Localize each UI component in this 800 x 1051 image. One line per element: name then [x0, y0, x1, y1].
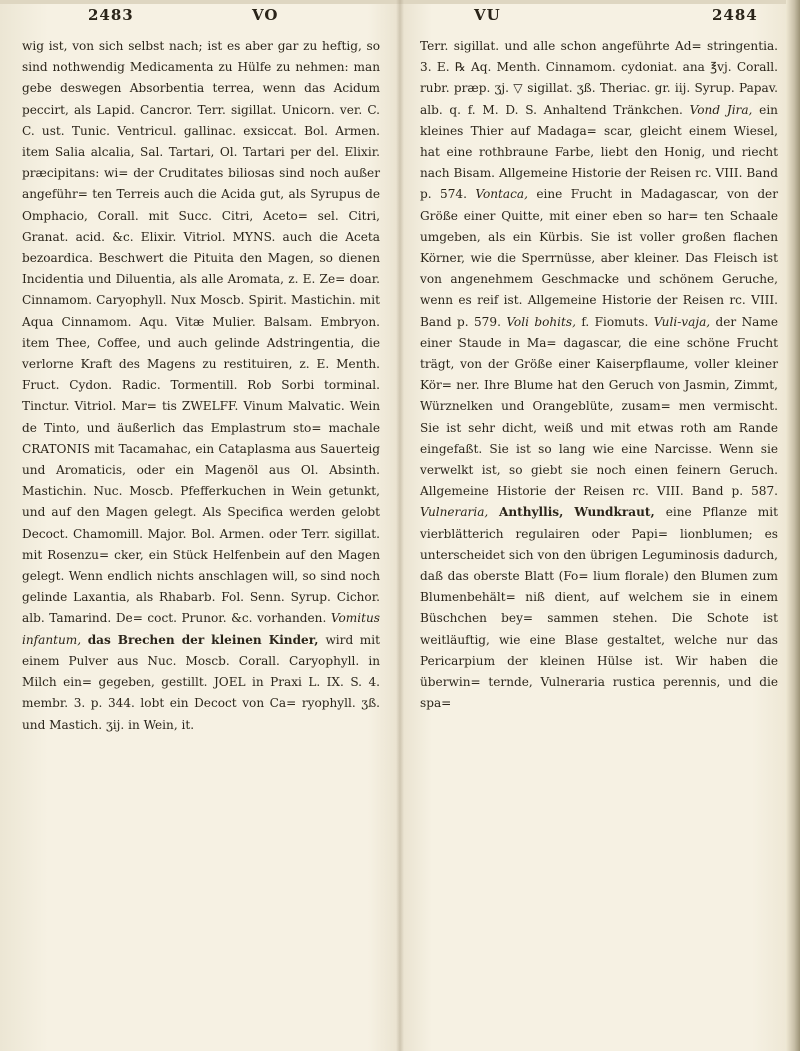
- left-section-letters: VO: [252, 6, 279, 24]
- right-page-number: 2484: [712, 6, 758, 24]
- page-right-edge: [786, 0, 800, 1051]
- entry-text-vuli-vaja: der Name einer Staude in Ma= dagascar, die eine schöne Frucht trägt, von der Größe einer Kaiserpflaume, voller kleiner Kör= ner. Ihre Blume hat den Geruch von Jasmin, Zimmt, Würznelken und Orangeblüte, zusam= men vermischt. Sie ist sehr dicht, weiß und mit etwas roth am Rande eingefaßt. Sie ist so lang wie eine Narcisse. Wenn sie verwelkt ist, so giebt sie noch einen feinern Geruch. Allgemeine Historie der Reisen rc. VIII. Band p. 587.: [420, 314, 778, 499]
- entry-heading-wundkraut: Anthyllis, Wundkraut,: [498, 505, 666, 520]
- recipe-text: ℞ Aq. Menth. Cinnamom. cydoniat. ana ℥vj. Corall. rubr. præp. ʒj. ▽ sigillat. ʒß. Theriac. gr. iij. Syrup. Papav. alb. q. f. M. D. S. Anhaltend Tränkchen.: [420, 60, 778, 117]
- right-section-letters: VU: [474, 6, 501, 24]
- right-column: [420, 36, 778, 715]
- entry-text-vulneraria: eine Pflanze mit vierblätterich regulairen oder Papi= lionblumen; es unterscheidet sich von den übrigen Leguminosis dadurch, daß das oberste Blatt (Fo= lium florale) den Blumen zum Blumenbehält= niß dient, auf welchem sie in einem Büschchen bey= sammen stehen. Die Schote ist weitläuftig, wie eine Blase gestaltet, welche nur das Pericarpium der kleinen Hülse ist. Wir haben die überwin= ternde, Vulneraria rustica perennis, und die spa=: [420, 505, 778, 711]
- book-gutter: [396, 0, 404, 1051]
- entry-term-vond-jira: Vond Jira,: [689, 102, 760, 117]
- left-column: [22, 36, 380, 736]
- entry-text-vomitus-infantum: wird mit einem Pulver aus Nuc. Moscb. Corall. Caryophyll. in Milch ein= gegeben, gestillt. JOEL in Praxi L. IX. S. 4. membr. 3. p. 344. lobt ein Decoct von Ca= ryophyll. ʒß. und Mastich. ʒij. in Wein, it.: [22, 632, 380, 732]
- entry-term-vontaca: Vontaca,: [475, 187, 537, 202]
- entry-text-vontaca: eine Frucht in Madagascar, von der Größe einer Quitte, mit einer eben so har= ten Schaale umgeben, als ein Kürbis. Sie ist voller großen flachen Körner, wie die Sperrnüsse, aber kleiner. Das Fleisch ist von angenehmem Geschmacke und schönem Geruche, wenn es reif ist. Allgemeine Historie der Reisen rc. VIII. Band p. 579.: [420, 187, 778, 329]
- entry-text-vond-jira: ein kleines Thier auf Madaga= scar, gleicht einem Wiesel, hat eine rothbraune Farbe, liebt den Honig, und riecht nach Bisam. Allgemeine Historie der Reisen rc. VIII. Band p. 574.: [420, 102, 778, 202]
- vomitus-continuation-text: wig ist, von sich selbst nach; ist es aber gar zu heftig, so sind nothwendig Medicamenta zu Hülfe zu nehmen: man gebe deswegen Absorbentia terrea, wenn das Acidum peccirt, als Lapid. Cancror. Terr. sigillat. Unicorn. ver. C. C. ust. Tunic. Ventricul. gallinac. exsiccat. Bol. Armen. item Salia alcalia, Sal. Tartari, Ol. Tartari per del. Elixir. præcipitans: wi= der Cruditates biliosas sind noch außer angeführ= ten Terreis auch die Acida gut, als Syrupus de Omphacio, Corall. mit Succ. Citri, Aceto= sel. Citri, Granat. acid. &c. Elixir. Vitriol. MYNS. auch die Aceta bezoardica. Beschwert die Pituita den Magen, so dienen Incidentia und Diluentia, als alle Aromata, z. E. Ze= doar. Cinnamom. Caryophyll. Nux Moscb. Spirit. Mastichin. mit Aqua Cinnamom. Aqu. Vitæ Mulier. Balsam. Embryon. item Thee, Coffee, und auch gelinde Adstringentia, die verlorne Kraft des Magens zu restituiren, z. E. Menth. Fruct. Cydon. Radic. Tormentill. Rob Sorbi torminal. Tinctur. Vitriol. Mar= tis ZWELFF. Vinum Malvatic. Wein de Tinto, und äußerlich das Emplastrum sto= machale CRATONIS mit Tacamahac, ein Cataplasma aus Sauerteig und Aromaticis, oder ein Magenöl aus Ol. Absinth. Mastichin. Nuc. Moscb. Pfefferkuchen in Wein getunkt, und auf den Magen gelegt. Als Specifica werden gelobt Decoct. Chamomill. Major. Bol. Armen. oder Terr. sigillat. mit Rosenzu= cker, ein Stück Helfenbein auf den Magen gelegt. Wenn endlich nichts anschlagen will, so sind noch gelinde Laxantia, als Rhabarb. Fol. Senn. Syrup. Cichor. alb. Tamarind. De= coct. Prunor. &c. vorhanden.: [22, 39, 380, 626]
- entry-term-vomitus-infantum: Vomitus infantum,: [22, 611, 380, 647]
- entry-term-vulneraria: Vulneraria,: [420, 505, 499, 520]
- left-column-text: [22, 36, 380, 736]
- entry-term-voli-bohits: Voli bohits,: [506, 314, 582, 329]
- running-header: [0, 6, 800, 32]
- entry-heading-brechen-kinder: das Brechen der kleinen Kinder,: [87, 632, 326, 647]
- entry-text-voli-bohits: f. Fiomuts.: [581, 314, 654, 329]
- left-page-number: 2483: [88, 6, 134, 24]
- right-column-text: [420, 36, 778, 715]
- right-intro-text: Terr. sigillat. und alle schon angeführte Ad= stringentia. 3. E.: [420, 39, 778, 75]
- entry-term-vuli-vaja: Vuli-vaja,: [653, 314, 716, 329]
